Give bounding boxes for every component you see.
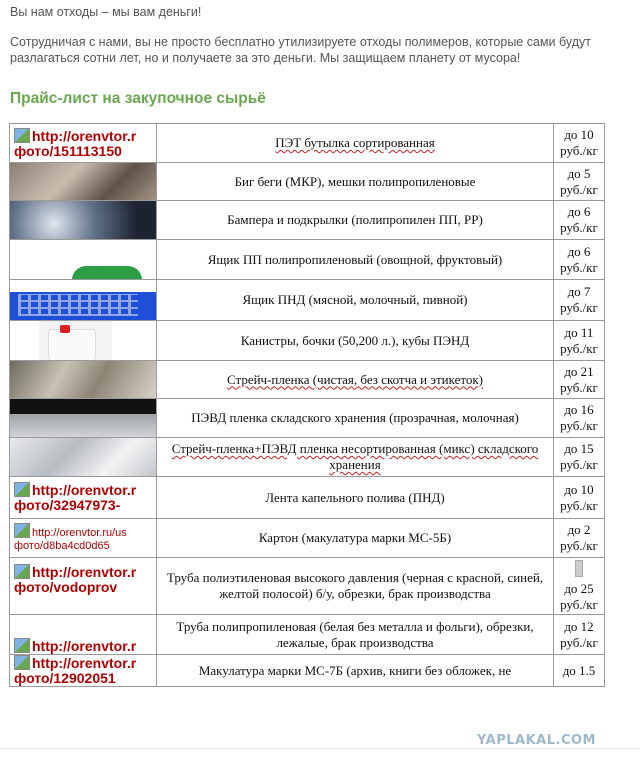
item-price: до 16 руб./кг [554, 399, 605, 438]
canister-photo [10, 321, 156, 360]
divider [0, 748, 640, 749]
image-link[interactable]: http://orenvtor.ru/us [32, 527, 127, 539]
product-image[interactable] [10, 519, 157, 558]
broken-image-icon [14, 655, 30, 670]
mixed-film-photo [10, 438, 156, 476]
table-row [10, 399, 605, 438]
image-caption: фото/151113150 [14, 142, 122, 159]
broken-image-icon [14, 638, 30, 653]
item-name: Ящик ПНД (мясной, молочный, пивной) [157, 280, 554, 321]
product-image[interactable] [10, 477, 157, 519]
product-image[interactable] [10, 655, 157, 687]
item-price: до 10 руб./кг [554, 124, 605, 163]
intro-text [10, 4, 625, 80]
item-price: до 15 руб./кг [554, 438, 605, 477]
product-image [10, 280, 157, 321]
item-price: до 21 руб./кг [554, 361, 605, 399]
item-name: Стрейч-пленка (чистая, без скотча и этикеток) [157, 361, 554, 399]
stretch-film-photo [10, 361, 156, 398]
blue-crate-photo [10, 280, 156, 320]
table-row [10, 124, 605, 163]
table-row [10, 321, 605, 361]
product-image [10, 399, 157, 438]
item-price: до 1.5 [554, 655, 605, 687]
item-name: Биг беги (МКР), мешки полипропиленовые [157, 163, 554, 201]
product-image [10, 321, 157, 361]
item-name: Картон (макулатура марки МС-5Б) [157, 519, 554, 558]
table-row [10, 361, 605, 399]
image-link[interactable]: http://orenvtor.r [32, 127, 137, 144]
table-row [10, 280, 605, 321]
item-price: до 10 руб./кг [554, 477, 605, 519]
green-crate-photo [72, 266, 142, 280]
item-price: до 6 руб./кг [554, 201, 605, 240]
broken-image-icon [14, 564, 30, 579]
item-price: до 11 руб./кг [554, 321, 605, 361]
bumper-photo [10, 201, 156, 239]
price-list-heading: Прайс-лист на закупочное сырьё [10, 90, 266, 107]
product-image [10, 240, 157, 280]
product-image [10, 438, 157, 477]
product-image[interactable] [10, 615, 157, 655]
image-caption: фото/vodoprov [14, 579, 118, 595]
item-name: Труба полипропиленовая (белая без металла и фольги), обрезки, лежалые, брак производства [157, 615, 554, 655]
item-price: до 12 руб./кг [554, 615, 605, 655]
table-row [10, 519, 605, 558]
item-price: до 6 руб./кг [554, 240, 605, 280]
product-image [10, 163, 157, 201]
image-caption: фото/d8ba4cd0d65 [14, 540, 110, 552]
item-name: ПЭВД пленка складского хранения (прозрачная, молочная) [157, 399, 554, 438]
ldpe-film-photo [10, 399, 156, 437]
product-image [10, 201, 157, 240]
product-image[interactable] [10, 124, 157, 163]
intro-line1: Вы нам отходы – мы вам деньги! [10, 5, 202, 19]
image-link[interactable]: http://orenvtor.r [32, 482, 137, 498]
table-row [10, 477, 605, 519]
product-image [10, 361, 157, 399]
product-image[interactable] [10, 558, 157, 615]
image-caption: фото/12902051 [14, 670, 116, 686]
broken-image-icon [14, 128, 30, 143]
item-price: до 7 руб./кг [554, 280, 605, 321]
broken-image-icon [14, 482, 30, 497]
item-name: Стрейч-пленка+ПЭВД пленка несортированная (микс) складского хранения [157, 438, 554, 477]
item-name: ПЭТ бутылка сортированная [157, 124, 554, 163]
watermark: YAPLAKAL.COM [477, 733, 596, 748]
table-row [10, 163, 605, 201]
item-price: до 2 руб./кг [554, 519, 605, 558]
table-row [10, 558, 605, 615]
broken-image-icon [14, 523, 30, 538]
table-row [10, 615, 605, 655]
table-row [10, 201, 605, 240]
table-row [10, 438, 605, 477]
item-name: Канистры, бочки (50,200 л.), кубы ПЭНД [157, 321, 554, 361]
item-price: до 5 руб./кг [554, 163, 605, 201]
price-table [9, 123, 605, 687]
item-name: Бампера и подкрылки (полипропилен ПП, PP) [157, 201, 554, 240]
item-name: Макулатура марки МС-7Б (архив, книги без обложек, не [157, 655, 554, 687]
intro-line2: Сотрудничая с нами, вы не просто бесплатно утилизируете отходы полимеров, которые сами будут разлагаться сотни лет, но и получаете за это деньги. Мы защищаем планету от мусора! [10, 35, 591, 65]
item-name: Ящик ПП полипропиленовый (овощной, фруктовый) [157, 240, 554, 280]
image-link[interactable]: http://orenvtor.r [32, 655, 137, 671]
image-link[interactable]: http://orenvtor.r [32, 564, 137, 580]
bigbag-photo [10, 163, 156, 200]
table-row [10, 240, 605, 280]
image-caption: фото/32947973- [14, 497, 121, 513]
item-name: Труба полиэтиленовая высокого давления (черная с красной, синей, желтой полосой) б/у, обрезки, брак производства [157, 558, 554, 615]
image-link[interactable]: http://orenvtor.r [32, 638, 137, 654]
item-price: до 25 руб./кг [554, 558, 605, 615]
table-row [10, 655, 605, 687]
item-name: Лента капельного полива (ПНД) [157, 477, 554, 519]
